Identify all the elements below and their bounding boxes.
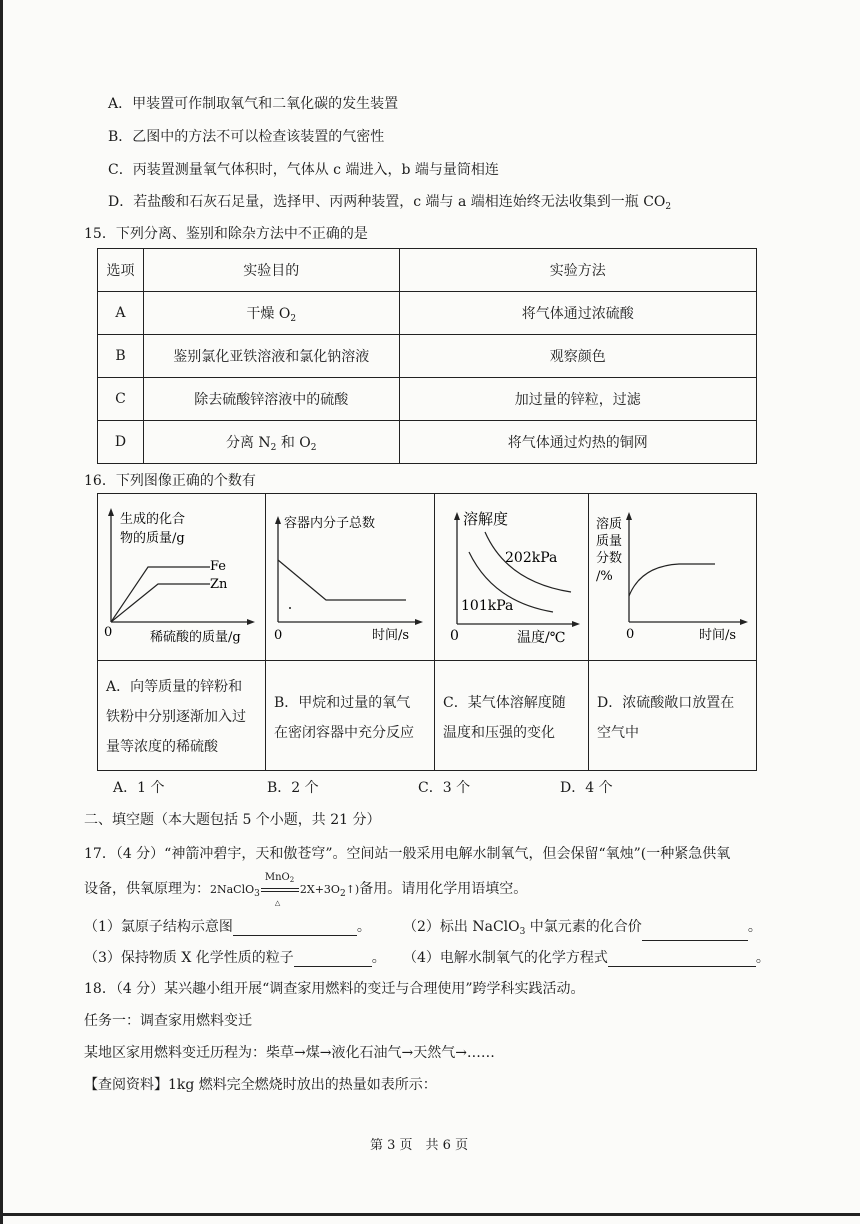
grid-divider xyxy=(98,660,756,661)
series-curve xyxy=(629,564,715,596)
series-202-label: 202kPa xyxy=(505,550,558,566)
graph-c-xlabel: 温度/℃ xyxy=(517,630,566,646)
graph-a-ylabel-2: 物的质量/g xyxy=(120,531,185,546)
graph-c xyxy=(435,494,589,660)
row-option: B xyxy=(98,335,144,378)
q15-stem: 15．下列分离、鉴别和除杂方法中不正确的是 xyxy=(84,226,368,242)
series-fe-label: Fe xyxy=(210,559,227,574)
q16-stem: 16．下列图像正确的个数有 xyxy=(84,473,256,489)
page-footer: 第 3 页 共 6 页 xyxy=(370,1138,469,1153)
row-goal: 除去硫酸锌溶液中的硫酸 xyxy=(143,378,399,421)
graph-b-origin: 0 xyxy=(274,628,283,643)
answer-blank[interactable] xyxy=(608,952,756,967)
q16-figure-grid xyxy=(97,493,757,771)
caption-a: A．向等质量的锌粉和 铁粉中分别逐渐加入过 量等浓度的稀硫酸 xyxy=(106,679,246,755)
q14-option-b: B．乙图中的方法不可以检查该装置的气密性 xyxy=(108,129,385,145)
row-method: 将气体通过浓硫酸 xyxy=(399,292,756,335)
graph-d xyxy=(589,494,757,660)
answer-blank[interactable] xyxy=(294,952,372,967)
answer-blank[interactable] xyxy=(642,926,748,941)
q18-reference: 【查阅资料】1kg 燃料完全燃烧时放出的热量如表所示： xyxy=(84,1077,437,1093)
caption-b: B．甲烷和过量的氧气 在密闭容器中充分反应 xyxy=(274,695,414,741)
graph-c-origin: 0 xyxy=(450,628,459,644)
q18-line1: 18．（4 分）某兴趣小组开展“调查家用燃料的变迁与合理使用”跨学科实践活动。 xyxy=(84,981,585,997)
row-option: D xyxy=(98,421,144,464)
table-row xyxy=(98,335,757,378)
row-method: 观察颜色 xyxy=(399,335,756,378)
table-header-row xyxy=(98,249,757,292)
row-goal: 分离 $N_2$ 和 $O_2$ xyxy=(143,421,399,464)
q17-part-2: （2）标出 NaClO$_3$ 中氯元素的化合价 。 xyxy=(403,918,762,941)
equation-condition: MnO$_2$ △ xyxy=(261,883,299,897)
header-method: 实验方法 xyxy=(399,249,756,292)
equation: 2NaClO$_3$ MnO$_2$ △ $2X+3O_2↑$) xyxy=(210,872,360,907)
graph-d-ylabel-4: /% xyxy=(596,569,613,584)
graph-a-ylabel-1: 生成的化合 xyxy=(120,512,186,527)
table-row xyxy=(98,292,757,335)
q16-choice-a: A．1 个 xyxy=(113,780,165,796)
header-option: 选项 xyxy=(98,249,144,292)
row-method: 加过量的锌粒，过滤 xyxy=(399,378,756,421)
q16-choice-d: D．4 个 xyxy=(560,780,613,796)
q18-history: 某地区家用燃料变迁历程为：柴草→煤→液化石油气→天然气→…… xyxy=(84,1045,495,1061)
q16-choice-b: B．2 个 xyxy=(267,780,319,796)
graph-b xyxy=(266,494,434,660)
answer-blank[interactable] xyxy=(233,921,357,936)
q14-option-a: A．甲装置可作制取氧气和二氧化碳的发生装置 xyxy=(108,96,399,112)
graph-d-origin: 0 xyxy=(626,627,635,642)
graph-a-xlabel: 稀硫酸的质量/g xyxy=(150,630,241,645)
scan-edge-left xyxy=(0,0,3,1224)
series-line xyxy=(278,560,406,600)
row-goal: 干燥 $O_2$ xyxy=(143,292,399,335)
table-row xyxy=(98,378,757,421)
scan-edge-bottom xyxy=(0,1213,860,1216)
row-option: A xyxy=(98,292,144,335)
graph-a xyxy=(98,494,265,660)
graph-d-ylabel-3: 分数 xyxy=(596,551,623,566)
series-zn-line xyxy=(111,584,210,622)
header-goal: 实验目的 xyxy=(143,249,399,292)
caption-d: D．浓硫酸敞口放置在 空气中 xyxy=(597,695,735,741)
graph-d-ylabel-2: 质量 xyxy=(596,534,623,549)
q14-option-c: C．丙装置测量氧气体积时，气体从 c 端进入，b 端与量筒相连 xyxy=(108,162,499,178)
section-heading: 二、填空题（本大题包括 5 个小题，共 21 分） xyxy=(84,812,381,828)
q16-choice-c: C．3 个 xyxy=(418,780,471,796)
q17-part-3: （3）保持物质 X 化学性质的粒子 。 xyxy=(84,950,386,966)
graph-a-origin: 0 xyxy=(104,625,113,640)
graph-c-ylabel: 溶解度 xyxy=(463,510,509,528)
graph-d-ylabel-1: 溶质 xyxy=(596,517,623,532)
series-fe-line xyxy=(111,567,210,622)
series-zn-label: Zn xyxy=(210,577,228,592)
caption-c: C．某气体溶解度随 温度和压强的变化 xyxy=(443,695,566,741)
q15-table xyxy=(97,248,757,464)
q17-part-1: （1）氯原子结构示意图 。 xyxy=(84,919,371,935)
row-method: 将气体通过灼热的铜网 xyxy=(399,421,756,464)
row-option: C xyxy=(98,378,144,421)
series-101-label: 101kPa xyxy=(461,598,514,614)
row-goal: 鉴别氯化亚铁溶液和氯化钠溶液 xyxy=(143,335,399,378)
q17-part-4: （4）电解水制氧气的化学方程式 。 xyxy=(403,950,770,966)
table-row xyxy=(98,421,757,464)
q17-line1: 17．（4 分）“神箭冲碧宇，天和傲苍穹”。空间站一般采用电解水制氧气，但会保留“氧烛”(一种紧急供氧 xyxy=(84,846,731,862)
graph-d-xlabel: 时间/s xyxy=(699,628,737,643)
graph-b-ylabel: 容器内分子总数 xyxy=(284,516,376,531)
q18-task1: 任务一：调查家用燃料变迁 xyxy=(84,1013,252,1029)
q17-line2: 设备，供氧原理为：2NaClO$_3$ MnO$_2$ △ $2X+3O_2↑$)备用。请用化学用语填空。 xyxy=(84,872,528,907)
q14-option-d: D．若盐酸和石灰石足量，选择甲、丙两种装置，c 端与 a 端相连始终无法收集到一瓶 $CO_2$ xyxy=(108,194,672,212)
graph-b-xlabel: 时间/s xyxy=(372,628,410,643)
